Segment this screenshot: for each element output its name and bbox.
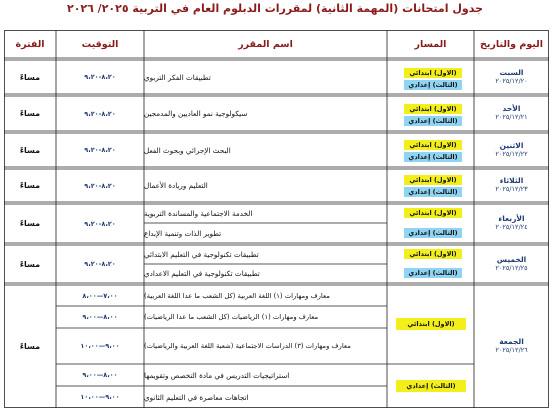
time-cell: ٩،٠٠—١٠،٠٠ [80, 342, 120, 350]
date-text: ٢٠٢٥/١٢/٢٥ [495, 263, 528, 272]
course-cell: تطبيقات الفكر التربوي [144, 72, 211, 82]
course-cell: معارف ومهارات (١) الرياضيات (كل الشعب ما عدا الرياضيات) [144, 313, 319, 321]
track-prep-tag: (الثالث) إعدادي [396, 380, 466, 392]
period-cell: مساءً [19, 259, 41, 269]
time-cell: ٨،٢٠-٩،٢٠ [84, 181, 116, 190]
period-cell: مساءً [19, 342, 41, 351]
time-cell: ٨،٢٠-٩،٢٠ [84, 260, 116, 268]
period-cell: مساءً [19, 145, 41, 155]
course-cell: اتجاهات معاصرة في التعليم الثانوي [144, 392, 249, 402]
course-cell: تطبيقات تكنولوجية في التعليم الاعدادي [144, 269, 260, 278]
time-cell: ٧،٠٠—٨،٠٠ [82, 291, 118, 300]
header-period: الفترة [15, 38, 45, 50]
day-date-cell [474, 169, 549, 202]
track-primary-tag: (الاول) ابتدائي [404, 249, 462, 259]
date-text: ٢٠٢٥/١٢/٢١ [495, 113, 528, 122]
time-cell: ٨،٠٠—٩،٠٠ [82, 371, 118, 379]
day-date-cell [474, 133, 549, 167]
day-date-cell [474, 285, 549, 408]
day-date-cell [474, 60, 549, 94]
track-primary-tag: (الاول) ابتدائي [404, 175, 462, 185]
course-cell: تطوير الذات وتنمية الإبداع [144, 228, 222, 238]
time-cell: ٨،٢٠-٩،٢٠ [84, 219, 116, 228]
exam-schedule-table [4, 30, 549, 408]
date-text: ٢٠٢٥/١٢/٢٦ [495, 346, 528, 355]
course-cell: معارف ومهارات (١) اللغة العربية (كل الشعب ما عدا اللغة العربية) [144, 291, 330, 300]
period-cell: مساءً [19, 181, 41, 190]
header-day-date: اليوم والتاريخ [480, 38, 543, 50]
page-title: جدول امتحانات (المهمة الثانية) لمقررات الدبلوم العام في التربية ٢٠٢٥/ ٢٠٢٦ [66, 2, 484, 15]
course-cell: معارف ومهارات (٣) الدراسات الاجتماعية (شعبة اللغة العربية والرياضيات) [144, 341, 351, 350]
time-cell: ٨،٢٠-٩،٢٠ [84, 73, 116, 81]
course-cell: الخدمة الاجتماعية والمساندة التربوية [144, 209, 253, 218]
course-cell: سيكولوجية نمو العاديين والمدمجين [144, 109, 248, 118]
track-primary-tag: (الاول) ابتدائي [404, 140, 462, 150]
day-name: الثلاثاء [499, 176, 524, 186]
period-cell: مساءً [19, 109, 41, 118]
track-prep-tag: (الثالث) إعدادي [404, 116, 462, 126]
date-text: ٢٠٢٥/١٢/٢٠ [495, 76, 528, 85]
day-name: الجمعة [499, 337, 524, 347]
track-prep-tag: (الثالث) إعدادي [404, 187, 462, 197]
track-primary-tag: (الاول) ابتدائي [396, 318, 466, 330]
day-date-cell [474, 204, 549, 243]
time-cell: ٨،٢٠-٩،٢٠ [84, 146, 116, 154]
track-primary-tag: (الاول) ابتدائي [404, 208, 462, 218]
day-name: الخميس [496, 254, 527, 264]
course-cell: تطبيقات تكنولوجية في التعليم الابتدائي [144, 250, 259, 259]
course-cell: البحث الإجرائي وبحوث الفعل [144, 145, 231, 155]
period-cell: مساءً [19, 72, 41, 82]
date-text: ٢٠٢٥/١٢/٢٤ [495, 223, 528, 232]
day-date-cell [474, 96, 549, 131]
header-time: التوقيت [81, 38, 119, 50]
time-cell: ٩،٠٠—١٠،٠٠ [80, 393, 120, 401]
header-course: اسم المقرر [238, 38, 293, 50]
time-cell: ٨،٢٠-٩،٢٠ [84, 109, 116, 118]
track-primary-tag: (الاول) ابتدائي [404, 104, 462, 114]
course-cell: التعليم وريادة الأعمال [144, 181, 208, 190]
header-track: المسار [414, 38, 447, 50]
day-name: الأحد [502, 104, 521, 114]
day-name: الاثنين [499, 140, 524, 150]
period-cell: مساءً [19, 219, 41, 228]
date-text: ٢٠٢٥/١٢/٢٢ [495, 149, 528, 158]
time-cell: ٨،٠٠—٩،٠٠ [82, 313, 118, 321]
track-prep-tag: (الثالث) إعدادي [404, 80, 462, 90]
day-date-cell [474, 245, 549, 283]
track-prep-tag: (الثالث) إعدادي [404, 228, 462, 238]
track-prep-tag: (الثالث) إعدادي [404, 152, 462, 162]
track-primary-tag: (الاول) ابتدائي [404, 68, 462, 78]
day-name: السبت [499, 67, 524, 77]
date-text: ٢٠٢٥/١٢/٢٣ [495, 185, 528, 194]
course-cell: استراتيجيات التدريس في مادة التخصص وتقويمها [144, 370, 290, 380]
day-name: الأربعاء [498, 214, 525, 224]
track-prep-tag: (الثالث) إعدادي [404, 268, 462, 278]
